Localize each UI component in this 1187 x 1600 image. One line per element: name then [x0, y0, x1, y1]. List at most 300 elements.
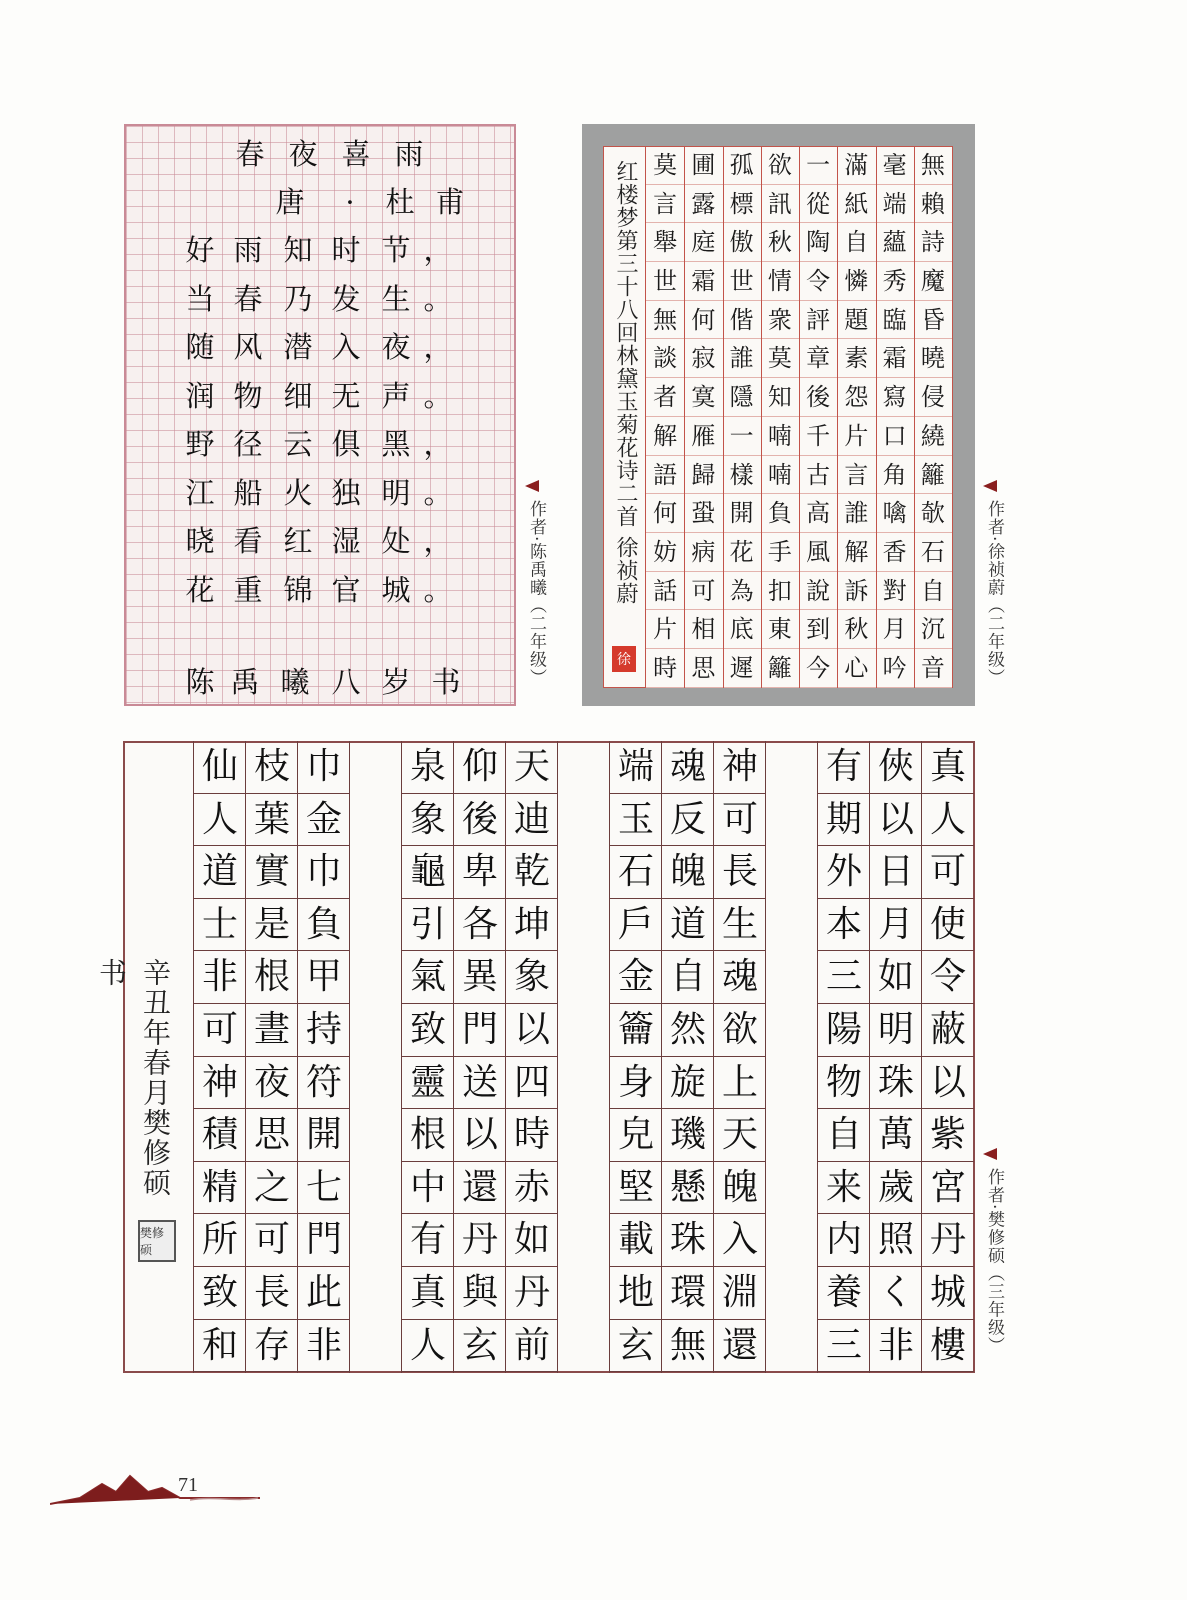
calligraphy-char: 此 — [298, 1267, 350, 1320]
manuscript-char: 知 — [761, 378, 799, 417]
manuscript-column — [799, 146, 838, 688]
calligraphy-char: 氣 — [402, 951, 454, 1004]
calligraphy-char: 然 — [662, 1004, 714, 1057]
calligraphy-char: 非 — [298, 1320, 350, 1373]
manuscript-char: 手 — [761, 533, 799, 572]
title-char: 喜 — [341, 137, 371, 171]
calligraphy-char: 可 — [922, 846, 974, 899]
calligraphy-char: 可 — [194, 1004, 246, 1057]
calligraphy-char: 真 — [402, 1267, 454, 1320]
manuscript-char: 傲 — [723, 223, 761, 262]
calligraphy-char: 根 — [402, 1109, 454, 1162]
manuscript-char: 莫 — [646, 146, 684, 185]
punctuation-mark: 。 — [423, 378, 453, 413]
poem-char: 重 — [233, 572, 263, 607]
calligraphy-char: 懸 — [662, 1162, 714, 1215]
manuscript-char: 庭 — [684, 223, 722, 262]
signature-char: 八 — [331, 665, 361, 699]
calligraphy-char: 無 — [662, 1320, 714, 1373]
calligraphy-char: 環 — [662, 1267, 714, 1320]
signature-char: 禹 — [230, 665, 260, 699]
calligraphy-char: 迪 — [506, 794, 558, 847]
manuscript-char: 詩 — [914, 223, 952, 262]
author-char: 甫 — [435, 185, 465, 219]
calligraphy-char: 樓 — [922, 1320, 974, 1373]
calligraphy-char: 来 — [818, 1162, 870, 1215]
calligraphy-column — [505, 741, 558, 1373]
calligraphy-char: 泉 — [402, 741, 454, 794]
calligraphy-char: 致 — [402, 1004, 454, 1057]
punctuation-mark: ， — [423, 330, 453, 364]
poem-char: 独 — [331, 475, 361, 510]
poem-char: 官 — [331, 572, 361, 607]
calligraphy-char: 金 — [610, 951, 662, 1004]
calligraphy-char: く — [870, 1267, 922, 1320]
calligraphy-char: 道 — [662, 899, 714, 952]
calligraphy-char: 葉 — [246, 794, 298, 847]
calligraphy-char: 金 — [298, 794, 350, 847]
poem-char: 无 — [331, 378, 361, 413]
calligraphy-char: 如 — [870, 951, 922, 1004]
calligraphy-char: 内 — [818, 1214, 870, 1267]
calligraphy-char: 上 — [714, 1057, 766, 1110]
page-number: 71 — [178, 1474, 198, 1496]
poem-line — [126, 469, 514, 517]
calligraphy-char: 宮 — [922, 1162, 974, 1215]
calligraphy-char: 甲 — [298, 951, 350, 1004]
manuscript-char: 一 — [723, 417, 761, 456]
manuscript-char: 時 — [646, 649, 684, 688]
poem-char: 物 — [233, 378, 263, 413]
calligraphy-char: 反 — [662, 794, 714, 847]
calligraphy-char: 與 — [454, 1267, 506, 1320]
manuscript-char: 昏 — [914, 301, 952, 340]
calligraphy-char: 照 — [870, 1214, 922, 1267]
calligraphy-char: 有 — [402, 1214, 454, 1267]
manuscript-char: 曉 — [914, 339, 952, 378]
work3-inscription: 辛丑年春月樊修硕书 — [95, 958, 172, 1198]
manuscript-char: 片 — [837, 417, 875, 456]
poem-char: 节 — [381, 233, 411, 267]
manuscript-char: 誰 — [837, 494, 875, 533]
manuscript-char: 片 — [646, 610, 684, 649]
manuscript-char: 遲 — [723, 649, 761, 688]
calligraphy-char: 根 — [246, 951, 298, 1004]
manuscript-char: 世 — [723, 262, 761, 301]
manuscript-char: 何 — [684, 301, 722, 340]
calligraphy-char: 晝 — [246, 1004, 298, 1057]
calligraphy-char: 有 — [818, 741, 870, 794]
poem-line — [126, 323, 514, 371]
manuscript-char: 角 — [876, 456, 914, 495]
calligraphy-char: 引 — [402, 899, 454, 952]
calligraphy-char: 巾 — [298, 741, 350, 794]
calligraphy-char: 歲 — [870, 1162, 922, 1215]
manuscript-char: 吟 — [876, 649, 914, 688]
manuscript-char: 噙 — [876, 494, 914, 533]
manuscript-char: 隱 — [723, 378, 761, 417]
calligraphy-char: 玄 — [454, 1320, 506, 1373]
poem-char: 云 — [283, 427, 313, 461]
manuscript-char: 秀 — [876, 262, 914, 301]
caption-arrow-icon — [983, 1148, 997, 1160]
poem-char: 城 — [381, 572, 411, 607]
manuscript-char: 寂 — [684, 339, 722, 378]
calligraphy-char: 中 — [402, 1162, 454, 1215]
poem-char: 雨 — [233, 233, 263, 267]
calligraphy-char: 象 — [506, 951, 558, 1004]
manuscript-char: 對 — [876, 572, 914, 611]
manuscript-char: 衆 — [761, 301, 799, 340]
calligraphy-char: 人 — [194, 794, 246, 847]
poem-author-line — [126, 178, 514, 226]
punctuation-mark: 。 — [423, 281, 453, 316]
manuscript-char: 後 — [799, 378, 837, 417]
calligraphy-char: 以 — [922, 1057, 974, 1110]
calligraphy-char: 天 — [714, 1109, 766, 1162]
calligraphy-char: 符 — [298, 1057, 350, 1110]
manuscript-char: 心 — [837, 649, 875, 688]
manuscript-char: 香 — [876, 533, 914, 572]
calligraphy-column — [869, 741, 922, 1373]
poem-char: 春 — [233, 281, 263, 316]
calligraphy-char: 璣 — [662, 1109, 714, 1162]
calligraphy-char: 開 — [298, 1109, 350, 1162]
calligraphy-char: 仰 — [454, 741, 506, 794]
calligraphy-char: 明 — [870, 1004, 922, 1057]
calligraphy-char: 可 — [246, 1214, 298, 1267]
calligraphy-char: 持 — [298, 1004, 350, 1057]
calligraphy-char: 人 — [402, 1320, 454, 1373]
manuscript-char: 者 — [646, 378, 684, 417]
calligraphy-char: 送 — [454, 1057, 506, 1110]
poem-char: 船 — [233, 475, 263, 510]
poem-line — [126, 566, 514, 614]
manuscript-char: 自 — [837, 223, 875, 262]
manuscript-char: 喃 — [761, 417, 799, 456]
manuscript-char: 滿 — [837, 146, 875, 185]
calligraphy-char: 月 — [870, 899, 922, 952]
calligraphy-char: 三 — [818, 1320, 870, 1373]
poem-char: 径 — [233, 427, 263, 461]
poem-char: 江 — [185, 475, 215, 510]
calligraphy-char: 以 — [506, 1004, 558, 1057]
manuscript-char: 一 — [799, 146, 837, 185]
manuscript-char: 音 — [914, 649, 952, 688]
manuscript-char: 誰 — [723, 339, 761, 378]
poem-char: 知 — [283, 233, 313, 267]
calligraphy-char: 後 — [454, 794, 506, 847]
poem-char: 湿 — [331, 524, 361, 558]
calligraphy-char: 以 — [870, 794, 922, 847]
manuscript-char: 秋 — [761, 223, 799, 262]
calligraphy-column — [245, 741, 298, 1373]
calligraphy-char: 靈 — [402, 1057, 454, 1110]
poem-char: 入 — [331, 330, 361, 364]
manuscript-char: 章 — [799, 339, 837, 378]
calligraphy-char: 使 — [922, 899, 974, 952]
manuscript-char: 籬 — [761, 649, 799, 688]
poem-char: 看 — [233, 524, 263, 558]
calligraphy-char: 積 — [194, 1109, 246, 1162]
poem-char: 生 — [381, 281, 411, 316]
calligraphy-char: 存 — [246, 1320, 298, 1373]
poem-char: 发 — [331, 281, 361, 316]
calligraphy-char: 蔽 — [922, 1004, 974, 1057]
calligraphy-char: 珠 — [662, 1214, 714, 1267]
calligraphy-char: 龜 — [402, 846, 454, 899]
calligraphy-char: 巾 — [298, 846, 350, 899]
manuscript-char: 談 — [646, 339, 684, 378]
manuscript-char: 風 — [799, 533, 837, 572]
poem-line — [126, 420, 514, 468]
calligraphy-char: 魂 — [714, 951, 766, 1004]
manuscript-char: 解 — [646, 417, 684, 456]
manuscript-char: 從 — [799, 185, 837, 224]
calligraphy-char: 玉 — [610, 794, 662, 847]
calligraphy-char: 籥 — [610, 1004, 662, 1057]
calligraphy-char: 陽 — [818, 1004, 870, 1057]
poem-char: 夜 — [381, 330, 411, 364]
manuscript-column — [761, 146, 800, 688]
manuscript-char: 怨 — [837, 378, 875, 417]
manuscript-char: 霜 — [876, 339, 914, 378]
calligraphy-char: 非 — [870, 1320, 922, 1373]
calligraphy-char: 萬 — [870, 1109, 922, 1162]
calligraphy-char: 身 — [610, 1057, 662, 1110]
poem-char: 好 — [185, 233, 215, 267]
manuscript-char: 舉 — [646, 223, 684, 262]
calligraphy-char: 戶 — [610, 899, 662, 952]
poem-char: 时 — [331, 233, 361, 267]
mountain-ornament-icon — [50, 1468, 260, 1508]
title-char: 春 — [235, 137, 265, 171]
punctuation-mark: 。 — [423, 572, 453, 607]
calligraphy-char: 紫 — [922, 1109, 974, 1162]
manuscript-char: 孤 — [723, 146, 761, 185]
poem-char: 乃 — [283, 281, 313, 316]
manuscript-char: 蘊 — [876, 223, 914, 262]
poem-char: 当 — [185, 281, 215, 316]
red-seal-icon: 徐 — [612, 646, 636, 672]
calligraphy-char: 魄 — [714, 1162, 766, 1215]
calligraphy-char: 象 — [402, 794, 454, 847]
calligraphy-char: 長 — [714, 846, 766, 899]
manuscript-char: 秋 — [837, 610, 875, 649]
calligraphy-char: 前 — [506, 1320, 558, 1373]
calligraphy-column — [193, 741, 246, 1373]
calligraphy-char: 神 — [194, 1057, 246, 1110]
poem-char: 黑 — [381, 427, 411, 461]
calligraphy-char: 天 — [506, 741, 558, 794]
manuscript-char: 底 — [723, 610, 761, 649]
calligraphy-column — [401, 741, 454, 1373]
manuscript-char: 月 — [876, 610, 914, 649]
calligraphy-char: 四 — [506, 1057, 558, 1110]
manuscript-char: 侵 — [914, 378, 952, 417]
manuscript-char: 古 — [799, 456, 837, 495]
calligraphy-char: 士 — [194, 899, 246, 952]
calligraphy-char: 丹 — [506, 1267, 558, 1320]
manuscript-inscription: 红楼梦第三十八回林黛玉菊花诗二首 徐祯蔚 — [613, 160, 638, 605]
calligraphy-char: 本 — [818, 899, 870, 952]
calligraphy-char: 道 — [194, 846, 246, 899]
calligraphy-char: 異 — [454, 951, 506, 1004]
author-caption-2: 作者·徐祯蔚（二年级） — [984, 500, 1004, 687]
manuscript-char: 思 — [684, 649, 722, 688]
manuscript-char: 評 — [799, 301, 837, 340]
manuscript-column — [914, 146, 953, 688]
manuscript-char: 言 — [646, 185, 684, 224]
manuscript-char: 負 — [761, 494, 799, 533]
manuscript-char: 無 — [914, 146, 952, 185]
artist-seal-icon: 樊修硕 — [138, 1220, 176, 1262]
calligraphy-char: 長 — [246, 1267, 298, 1320]
calligraphy-char: 物 — [818, 1057, 870, 1110]
poem-char: 润 — [185, 378, 215, 413]
title-char: 夜 — [288, 137, 318, 171]
manuscript-char: 臨 — [876, 301, 914, 340]
calligraphy-char: 玄 — [610, 1320, 662, 1373]
calligraphy-char: 所 — [194, 1214, 246, 1267]
manuscript-column — [723, 146, 762, 688]
calligraphy-char: 端 — [610, 741, 662, 794]
calligraphy-char: 坤 — [506, 899, 558, 952]
poem-title — [126, 130, 514, 178]
calligraphy-char: 自 — [662, 951, 714, 1004]
calligraphy-char: 門 — [454, 1004, 506, 1057]
calligraphy-column — [297, 741, 350, 1373]
manuscript-char: 霜 — [684, 262, 722, 301]
calligraphy-char: 地 — [610, 1267, 662, 1320]
calligraphy-char: 是 — [246, 899, 298, 952]
manuscript-char: 妨 — [646, 533, 684, 572]
manuscript-char: 語 — [646, 456, 684, 495]
calligraphy-char: 魄 — [662, 846, 714, 899]
manuscript-char: 欲 — [761, 146, 799, 185]
manuscript-char: 說 — [799, 572, 837, 611]
manuscript-char: 毫 — [876, 146, 914, 185]
manuscript-char: 世 — [646, 262, 684, 301]
calligraphy-char: 城 — [922, 1267, 974, 1320]
manuscript-char: 憐 — [837, 262, 875, 301]
calligraphy-char: 欲 — [714, 1004, 766, 1057]
calligraphy-char: 石 — [610, 846, 662, 899]
calligraphy-char: 養 — [818, 1267, 870, 1320]
poem-char: 细 — [283, 378, 313, 413]
poem-signature — [126, 658, 514, 706]
manuscript-char: 賴 — [914, 185, 952, 224]
poem-char: 锦 — [283, 572, 313, 607]
manuscript-char: 訊 — [761, 185, 799, 224]
manuscript-column — [646, 146, 685, 688]
manuscript-char: 訴 — [837, 572, 875, 611]
manuscript-char: 為 — [723, 572, 761, 611]
calligraphy-char: 俠 — [870, 741, 922, 794]
calligraphy-char: 致 — [194, 1267, 246, 1320]
calligraphy-char: 珠 — [870, 1057, 922, 1110]
calligraphy-char: 自 — [818, 1109, 870, 1162]
signature-char: 陈 — [185, 665, 215, 699]
calligraphy-char: 和 — [194, 1320, 246, 1373]
manuscript-char: 令 — [799, 262, 837, 301]
poem-char: 声 — [381, 378, 411, 413]
poem-line — [126, 275, 514, 323]
signature-char: 曦 — [280, 665, 310, 699]
manuscript-char: 題 — [837, 301, 875, 340]
calligraphy-char: 真 — [922, 741, 974, 794]
signature-char: 书 — [431, 665, 461, 699]
manuscript-char: 雁 — [684, 417, 722, 456]
calligraphy-column — [609, 741, 662, 1373]
manuscript-char: 魔 — [914, 262, 952, 301]
manuscript-char: 露 — [684, 185, 722, 224]
manuscript-char: 偕 — [723, 301, 761, 340]
calligraphy-char: 三 — [818, 951, 870, 1004]
author-char: · — [345, 185, 355, 219]
calligraphy-column — [817, 741, 870, 1373]
poem-char: 火 — [283, 475, 313, 510]
calligraphy-char: 期 — [818, 794, 870, 847]
poem-char: 晓 — [185, 524, 215, 558]
calligraphy-char: 魂 — [662, 741, 714, 794]
calligraphy-char: 還 — [714, 1320, 766, 1373]
punctuation-mark: 。 — [423, 475, 453, 510]
calligraphy-char: 入 — [714, 1214, 766, 1267]
punctuation-mark: ， — [423, 427, 453, 461]
poem-char: 处 — [381, 524, 411, 558]
blank-column — [349, 741, 402, 1373]
manuscript-char: 莫 — [761, 339, 799, 378]
caption-arrow-icon — [525, 480, 539, 492]
poem-grid-paper — [124, 124, 516, 706]
manuscript-char: 端 — [876, 185, 914, 224]
calligraphy-char: 丹 — [454, 1214, 506, 1267]
poem-char: 花 — [185, 572, 215, 607]
manuscript-char: 無 — [646, 301, 684, 340]
poem-char: 野 — [185, 427, 215, 461]
manuscript-char: 花 — [723, 533, 761, 572]
manuscript-char: 欹 — [914, 494, 952, 533]
manuscript-char: 蛩 — [684, 494, 722, 533]
calligraphy-column — [921, 741, 974, 1373]
punctuation-mark: ， — [423, 233, 453, 267]
calligraphy-char: 仙 — [194, 741, 246, 794]
calligraphy-char: 外 — [818, 846, 870, 899]
manuscript-char: 可 — [684, 572, 722, 611]
calligraphy-char: 堅 — [610, 1162, 662, 1215]
author-caption-1: 作者·陈禹曦（二年级） — [526, 500, 546, 687]
calligraphy-char: 各 — [454, 899, 506, 952]
poem-char: 红 — [283, 524, 313, 558]
calligraphy-char: 七 — [298, 1162, 350, 1215]
manuscript-char: 何 — [646, 494, 684, 533]
manuscript-char: 紙 — [837, 185, 875, 224]
calligraphy-char: 非 — [194, 951, 246, 1004]
poem-line — [126, 517, 514, 565]
calligraphy-char: 丹 — [922, 1214, 974, 1267]
manuscript-char: 今 — [799, 649, 837, 688]
calligraphy-char: 之 — [246, 1162, 298, 1215]
work3-columns — [193, 741, 973, 1373]
caption-arrow-icon — [983, 480, 997, 492]
calligraphy-char: 精 — [194, 1162, 246, 1215]
poem-char: 潜 — [283, 330, 313, 364]
manuscript-char: 標 — [723, 185, 761, 224]
manuscript-grid — [645, 146, 952, 688]
poem-char: 随 — [185, 330, 215, 364]
calligraphy-column — [661, 741, 714, 1373]
